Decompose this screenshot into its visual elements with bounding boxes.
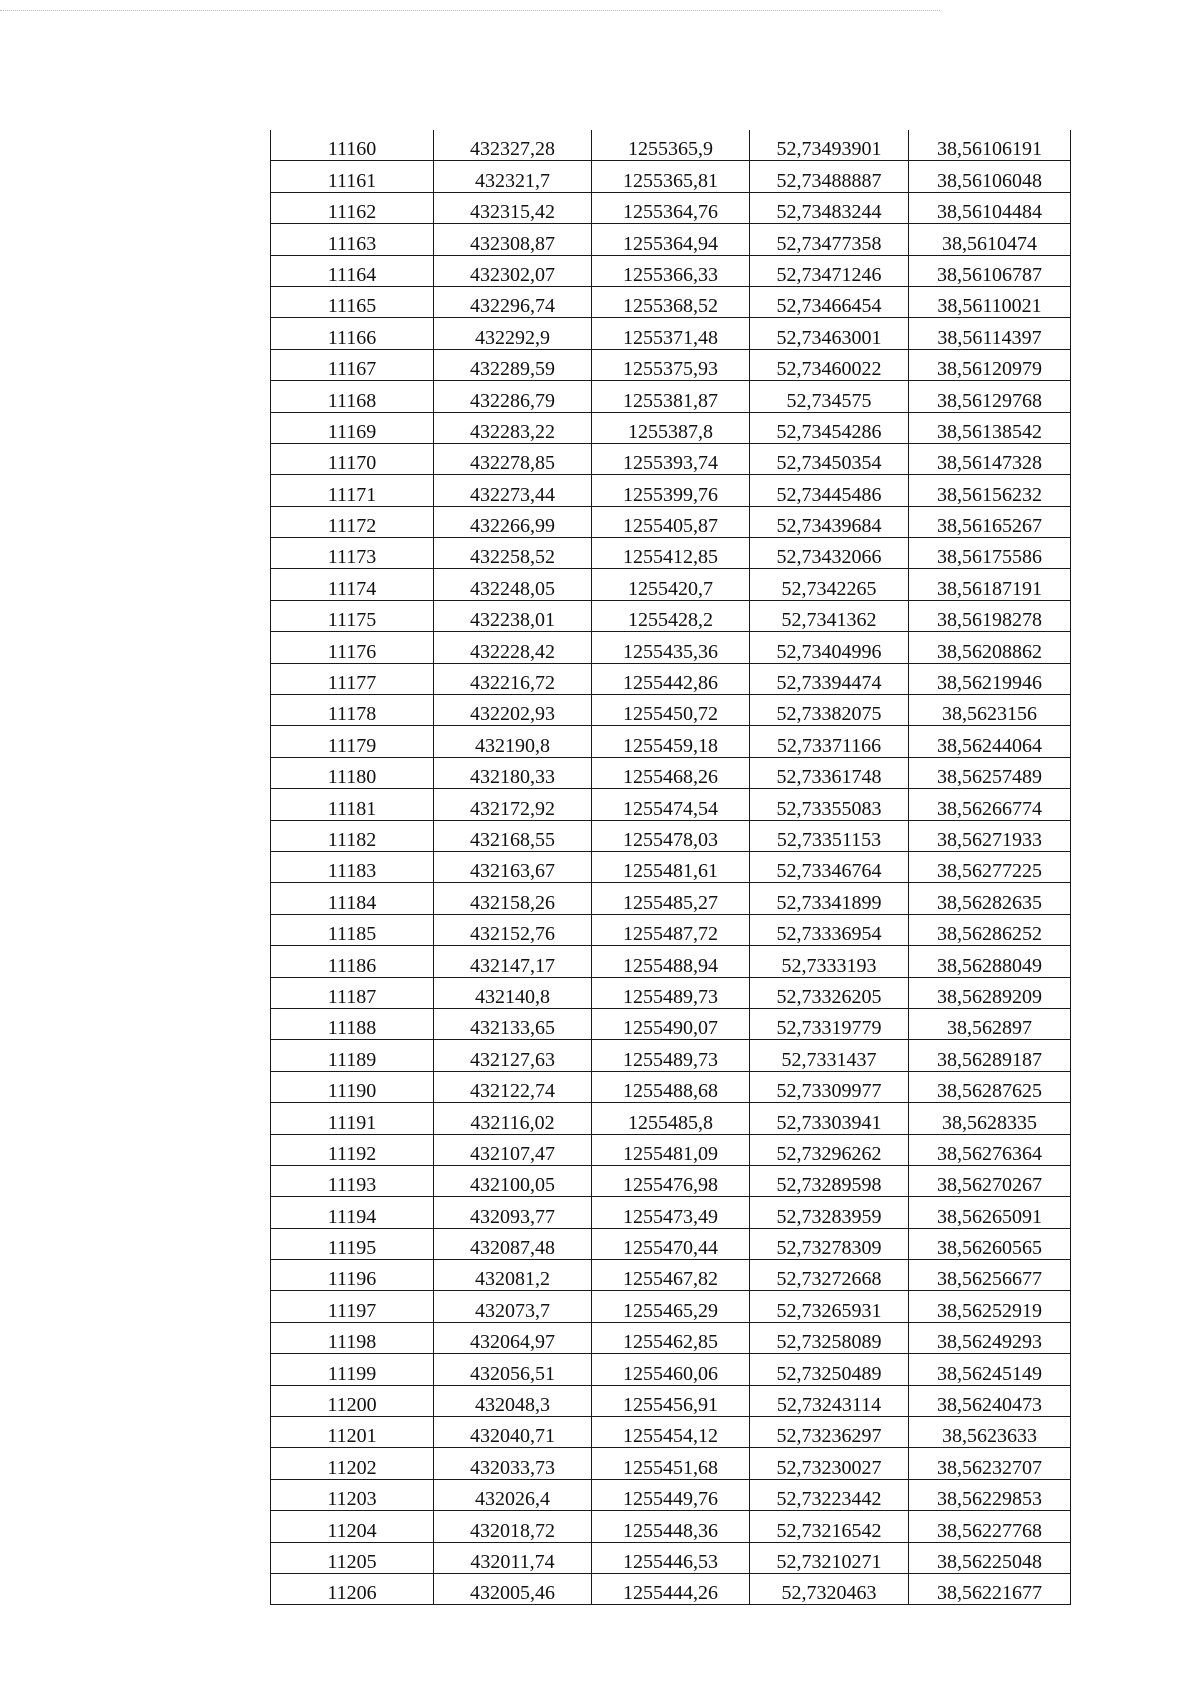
latitude-cell: 52,73210271 xyxy=(750,1542,909,1573)
point-number-cell: 11187 xyxy=(271,977,434,1008)
table-row xyxy=(271,412,1071,443)
x-coordinate-cell: 432133,65 xyxy=(434,1008,592,1039)
point-number-cell: 11186 xyxy=(271,946,434,977)
point-number-cell: 11163 xyxy=(271,224,434,255)
point-number-cell: 11203 xyxy=(271,1479,434,1510)
longitude-cell: 38,56208862 xyxy=(909,632,1071,663)
point-number-cell: 11192 xyxy=(271,1134,434,1165)
x-coordinate-cell: 432033,73 xyxy=(434,1448,592,1479)
x-coordinate-cell: 432093,77 xyxy=(434,1197,592,1228)
y-coordinate-cell: 1255446,53 xyxy=(592,1542,750,1573)
latitude-cell: 52,73303941 xyxy=(750,1103,909,1134)
point-number-cell: 11184 xyxy=(271,883,434,914)
point-number-cell: 11160 xyxy=(271,130,434,161)
y-coordinate-cell: 1255478,03 xyxy=(592,820,750,851)
x-coordinate-cell: 432238,01 xyxy=(434,600,592,631)
x-coordinate-cell: 432190,8 xyxy=(434,726,592,757)
x-coordinate-cell: 432321,7 xyxy=(434,161,592,192)
y-coordinate-cell: 1255490,07 xyxy=(592,1008,750,1039)
x-coordinate-cell: 432048,3 xyxy=(434,1385,592,1416)
y-coordinate-cell: 1255485,8 xyxy=(592,1103,750,1134)
y-coordinate-cell: 1255412,85 xyxy=(592,538,750,569)
y-coordinate-cell: 1255375,93 xyxy=(592,349,750,380)
y-coordinate-cell: 1255467,82 xyxy=(592,1260,750,1291)
latitude-cell: 52,73336954 xyxy=(750,914,909,945)
table-row xyxy=(271,789,1071,820)
longitude-cell: 38,56229853 xyxy=(909,1479,1071,1510)
latitude-cell: 52,73463001 xyxy=(750,318,909,349)
latitude-cell: 52,73439684 xyxy=(750,506,909,537)
latitude-cell: 52,73309977 xyxy=(750,1071,909,1102)
table-row xyxy=(271,224,1071,255)
x-coordinate-cell: 432327,28 xyxy=(434,130,592,161)
latitude-cell: 52,73355083 xyxy=(750,789,909,820)
y-coordinate-cell: 1255442,86 xyxy=(592,663,750,694)
longitude-cell: 38,56138542 xyxy=(909,412,1071,443)
y-coordinate-cell: 1255364,76 xyxy=(592,192,750,223)
latitude-cell: 52,73243114 xyxy=(750,1385,909,1416)
x-coordinate-cell: 432266,99 xyxy=(434,506,592,537)
latitude-cell: 52,73471246 xyxy=(750,255,909,286)
latitude-cell: 52,73289598 xyxy=(750,1165,909,1196)
y-coordinate-cell: 1255449,76 xyxy=(592,1479,750,1510)
table-row xyxy=(271,1134,1071,1165)
table-row xyxy=(271,255,1071,286)
point-number-cell: 11197 xyxy=(271,1291,434,1322)
y-coordinate-cell: 1255489,73 xyxy=(592,977,750,1008)
table-row xyxy=(271,883,1071,914)
longitude-cell: 38,56198278 xyxy=(909,600,1071,631)
longitude-cell: 38,56225048 xyxy=(909,1542,1071,1573)
point-number-cell: 11173 xyxy=(271,538,434,569)
x-coordinate-cell: 432005,46 xyxy=(434,1573,592,1604)
latitude-cell: 52,73283959 xyxy=(750,1197,909,1228)
table-row xyxy=(271,192,1071,223)
table-row xyxy=(271,695,1071,726)
latitude-cell: 52,73450354 xyxy=(750,443,909,474)
latitude-cell: 52,73477358 xyxy=(750,224,909,255)
longitude-cell: 38,56249293 xyxy=(909,1322,1071,1353)
point-number-cell: 11170 xyxy=(271,443,434,474)
x-coordinate-cell: 432140,8 xyxy=(434,977,592,1008)
y-coordinate-cell: 1255428,2 xyxy=(592,600,750,631)
longitude-cell: 38,56289187 xyxy=(909,1040,1071,1071)
point-number-cell: 11194 xyxy=(271,1197,434,1228)
latitude-cell: 52,73382075 xyxy=(750,695,909,726)
longitude-cell: 38,5628335 xyxy=(909,1103,1071,1134)
latitude-cell: 52,73394474 xyxy=(750,663,909,694)
longitude-cell: 38,56106191 xyxy=(909,130,1071,161)
y-coordinate-cell: 1255365,9 xyxy=(592,130,750,161)
longitude-cell: 38,56232707 xyxy=(909,1448,1071,1479)
latitude-cell: 52,73258089 xyxy=(750,1322,909,1353)
longitude-cell: 38,56289209 xyxy=(909,977,1071,1008)
longitude-cell: 38,56147328 xyxy=(909,443,1071,474)
x-coordinate-cell: 432292,9 xyxy=(434,318,592,349)
latitude-cell: 52,73272668 xyxy=(750,1260,909,1291)
point-number-cell: 11179 xyxy=(271,726,434,757)
latitude-cell: 52,73326205 xyxy=(750,977,909,1008)
x-coordinate-cell: 432056,51 xyxy=(434,1354,592,1385)
table-row xyxy=(271,161,1071,192)
table-row xyxy=(271,977,1071,1008)
table-row xyxy=(271,1165,1071,1196)
longitude-cell: 38,56256677 xyxy=(909,1260,1071,1291)
table-row xyxy=(271,1417,1071,1448)
y-coordinate-cell: 1255465,29 xyxy=(592,1291,750,1322)
y-coordinate-cell: 1255399,76 xyxy=(592,475,750,506)
y-coordinate-cell: 1255488,68 xyxy=(592,1071,750,1102)
longitude-cell: 38,562897 xyxy=(909,1008,1071,1039)
point-number-cell: 11174 xyxy=(271,569,434,600)
table-row xyxy=(271,538,1071,569)
table-row xyxy=(271,663,1071,694)
longitude-cell: 38,56270267 xyxy=(909,1165,1071,1196)
point-number-cell: 11195 xyxy=(271,1228,434,1259)
table-row xyxy=(271,1354,1071,1385)
point-number-cell: 11168 xyxy=(271,381,434,412)
latitude-cell: 52,73454286 xyxy=(750,412,909,443)
table-row xyxy=(271,569,1071,600)
y-coordinate-cell: 1255448,36 xyxy=(592,1511,750,1542)
x-coordinate-cell: 432228,42 xyxy=(434,632,592,663)
x-coordinate-cell: 432216,72 xyxy=(434,663,592,694)
point-number-cell: 11190 xyxy=(271,1071,434,1102)
y-coordinate-cell: 1255488,94 xyxy=(592,946,750,977)
longitude-cell: 38,56282635 xyxy=(909,883,1071,914)
latitude-cell: 52,73216542 xyxy=(750,1511,909,1542)
latitude-cell: 52,73341899 xyxy=(750,883,909,914)
point-number-cell: 11191 xyxy=(271,1103,434,1134)
latitude-cell: 52,7342265 xyxy=(750,569,909,600)
x-coordinate-cell: 432315,42 xyxy=(434,192,592,223)
point-number-cell: 11181 xyxy=(271,789,434,820)
x-coordinate-cell: 432116,02 xyxy=(434,1103,592,1134)
y-coordinate-cell: 1255456,91 xyxy=(592,1385,750,1416)
y-coordinate-cell: 1255481,61 xyxy=(592,851,750,882)
latitude-cell: 52,73432066 xyxy=(750,538,909,569)
point-number-cell: 11178 xyxy=(271,695,434,726)
latitude-cell: 52,73230027 xyxy=(750,1448,909,1479)
y-coordinate-cell: 1255485,27 xyxy=(592,883,750,914)
point-number-cell: 11164 xyxy=(271,255,434,286)
longitude-cell: 38,56266774 xyxy=(909,789,1071,820)
longitude-cell: 38,56288049 xyxy=(909,946,1071,977)
latitude-cell: 52,73296262 xyxy=(750,1134,909,1165)
longitude-cell: 38,56110021 xyxy=(909,286,1071,317)
y-coordinate-cell: 1255444,26 xyxy=(592,1573,750,1604)
latitude-cell: 52,73488887 xyxy=(750,161,909,192)
latitude-cell: 52,73319779 xyxy=(750,1008,909,1039)
longitude-cell: 38,56257489 xyxy=(909,757,1071,788)
latitude-cell: 52,73493901 xyxy=(750,130,909,161)
latitude-cell: 52,73265931 xyxy=(750,1291,909,1322)
point-number-cell: 11206 xyxy=(271,1573,434,1604)
table-row xyxy=(271,946,1071,977)
table-row xyxy=(271,1071,1071,1102)
latitude-cell: 52,73483244 xyxy=(750,192,909,223)
y-coordinate-cell: 1255460,06 xyxy=(592,1354,750,1385)
y-coordinate-cell: 1255364,94 xyxy=(592,224,750,255)
y-coordinate-cell: 1255387,8 xyxy=(592,412,750,443)
longitude-cell: 38,56245149 xyxy=(909,1354,1071,1385)
point-number-cell: 11167 xyxy=(271,349,434,380)
y-coordinate-cell: 1255481,09 xyxy=(592,1134,750,1165)
table-row xyxy=(271,1291,1071,1322)
table-row xyxy=(271,1448,1071,1479)
point-number-cell: 11193 xyxy=(271,1165,434,1196)
x-coordinate-cell: 432026,4 xyxy=(434,1479,592,1510)
point-number-cell: 11189 xyxy=(271,1040,434,1071)
table-row xyxy=(271,1197,1071,1228)
latitude-cell: 52,73460022 xyxy=(750,349,909,380)
latitude-cell: 52,734575 xyxy=(750,381,909,412)
longitude-cell: 38,56287625 xyxy=(909,1071,1071,1102)
point-number-cell: 11161 xyxy=(271,161,434,192)
point-number-cell: 11196 xyxy=(271,1260,434,1291)
longitude-cell: 38,5623633 xyxy=(909,1417,1071,1448)
x-coordinate-cell: 432258,52 xyxy=(434,538,592,569)
y-coordinate-cell: 1255473,49 xyxy=(592,1197,750,1228)
y-coordinate-cell: 1255368,52 xyxy=(592,286,750,317)
y-coordinate-cell: 1255462,85 xyxy=(592,1322,750,1353)
table-row xyxy=(271,1103,1071,1134)
point-number-cell: 11162 xyxy=(271,192,434,223)
table-row xyxy=(271,130,1071,161)
point-number-cell: 11176 xyxy=(271,632,434,663)
longitude-cell: 38,56265091 xyxy=(909,1197,1071,1228)
y-coordinate-cell: 1255459,18 xyxy=(592,726,750,757)
x-coordinate-cell: 432158,26 xyxy=(434,883,592,914)
y-coordinate-cell: 1255474,54 xyxy=(592,789,750,820)
x-coordinate-cell: 432202,93 xyxy=(434,695,592,726)
x-coordinate-cell: 432081,2 xyxy=(434,1260,592,1291)
table-row xyxy=(271,851,1071,882)
table-row xyxy=(271,1542,1071,1573)
longitude-cell: 38,56227768 xyxy=(909,1511,1071,1542)
latitude-cell: 52,73351153 xyxy=(750,820,909,851)
longitude-cell: 38,56114397 xyxy=(909,318,1071,349)
point-number-cell: 11200 xyxy=(271,1385,434,1416)
x-coordinate-cell: 432087,48 xyxy=(434,1228,592,1259)
latitude-cell: 52,7333193 xyxy=(750,946,909,977)
table-row xyxy=(271,1322,1071,1353)
table-row xyxy=(271,1228,1071,1259)
x-coordinate-cell: 432107,47 xyxy=(434,1134,592,1165)
y-coordinate-cell: 1255365,81 xyxy=(592,161,750,192)
latitude-cell: 52,7331437 xyxy=(750,1040,909,1071)
x-coordinate-cell: 432122,74 xyxy=(434,1071,592,1102)
point-number-cell: 11172 xyxy=(271,506,434,537)
y-coordinate-cell: 1255454,12 xyxy=(592,1417,750,1448)
latitude-cell: 52,73250489 xyxy=(750,1354,909,1385)
point-number-cell: 11171 xyxy=(271,475,434,506)
point-number-cell: 11188 xyxy=(271,1008,434,1039)
point-number-cell: 11180 xyxy=(271,757,434,788)
longitude-cell: 38,56165267 xyxy=(909,506,1071,537)
table-row xyxy=(271,914,1071,945)
x-coordinate-cell: 432296,74 xyxy=(434,286,592,317)
latitude-cell: 52,73371166 xyxy=(750,726,909,757)
longitude-cell: 38,56219946 xyxy=(909,663,1071,694)
y-coordinate-cell: 1255435,36 xyxy=(592,632,750,663)
longitude-cell: 38,5623156 xyxy=(909,695,1071,726)
table-row xyxy=(271,726,1071,757)
longitude-cell: 38,56120979 xyxy=(909,349,1071,380)
x-coordinate-cell: 432308,87 xyxy=(434,224,592,255)
x-coordinate-cell: 432286,79 xyxy=(434,381,592,412)
longitude-cell: 38,56187191 xyxy=(909,569,1071,600)
longitude-cell: 38,56260565 xyxy=(909,1228,1071,1259)
point-number-cell: 11198 xyxy=(271,1322,434,1353)
longitude-cell: 38,56156232 xyxy=(909,475,1071,506)
latitude-cell: 52,73236297 xyxy=(750,1417,909,1448)
y-coordinate-cell: 1255371,48 xyxy=(592,318,750,349)
x-coordinate-cell: 432283,22 xyxy=(434,412,592,443)
x-coordinate-cell: 432248,05 xyxy=(434,569,592,600)
point-number-cell: 11201 xyxy=(271,1417,434,1448)
point-number-cell: 11199 xyxy=(271,1354,434,1385)
point-number-cell: 11175 xyxy=(271,600,434,631)
longitude-cell: 38,56286252 xyxy=(909,914,1071,945)
latitude-cell: 52,73361748 xyxy=(750,757,909,788)
longitude-cell: 38,56106787 xyxy=(909,255,1071,286)
point-number-cell: 11185 xyxy=(271,914,434,945)
x-coordinate-cell: 432180,33 xyxy=(434,757,592,788)
point-number-cell: 11202 xyxy=(271,1448,434,1479)
y-coordinate-cell: 1255393,74 xyxy=(592,443,750,474)
table-row xyxy=(271,1479,1071,1510)
x-coordinate-cell: 432064,97 xyxy=(434,1322,592,1353)
y-coordinate-cell: 1255381,87 xyxy=(592,381,750,412)
table-row xyxy=(271,1008,1071,1039)
x-coordinate-cell: 432278,85 xyxy=(434,443,592,474)
point-number-cell: 11204 xyxy=(271,1511,434,1542)
longitude-cell: 38,56104484 xyxy=(909,192,1071,223)
table-row xyxy=(271,1385,1071,1416)
point-number-cell: 11177 xyxy=(271,663,434,694)
longitude-cell: 38,56106048 xyxy=(909,161,1071,192)
x-coordinate-cell: 432040,71 xyxy=(434,1417,592,1448)
y-coordinate-cell: 1255420,7 xyxy=(592,569,750,600)
longitude-cell: 38,56129768 xyxy=(909,381,1071,412)
table-row xyxy=(271,1511,1071,1542)
table-row xyxy=(271,632,1071,663)
coordinates-table xyxy=(270,130,1071,1605)
table-row xyxy=(271,286,1071,317)
point-number-cell: 11183 xyxy=(271,851,434,882)
table-row xyxy=(271,443,1071,474)
point-number-cell: 11165 xyxy=(271,286,434,317)
y-coordinate-cell: 1255468,26 xyxy=(592,757,750,788)
x-coordinate-cell: 432011,74 xyxy=(434,1542,592,1573)
table-row xyxy=(271,318,1071,349)
table-row xyxy=(271,600,1071,631)
latitude-cell: 52,73278309 xyxy=(750,1228,909,1259)
table-row xyxy=(271,1573,1071,1604)
table-row xyxy=(271,381,1071,412)
latitude-cell: 52,73346764 xyxy=(750,851,909,882)
table-row xyxy=(271,349,1071,380)
x-coordinate-cell: 432100,05 xyxy=(434,1165,592,1196)
latitude-cell: 52,7341362 xyxy=(750,600,909,631)
x-coordinate-cell: 432163,67 xyxy=(434,851,592,882)
point-number-cell: 11205 xyxy=(271,1542,434,1573)
x-coordinate-cell: 432127,63 xyxy=(434,1040,592,1071)
x-coordinate-cell: 432147,17 xyxy=(434,946,592,977)
point-number-cell: 11169 xyxy=(271,412,434,443)
y-coordinate-cell: 1255470,44 xyxy=(592,1228,750,1259)
x-coordinate-cell: 432018,72 xyxy=(434,1511,592,1542)
latitude-cell: 52,73445486 xyxy=(750,475,909,506)
x-coordinate-cell: 432168,55 xyxy=(434,820,592,851)
point-number-cell: 11166 xyxy=(271,318,434,349)
y-coordinate-cell: 1255476,98 xyxy=(592,1165,750,1196)
y-coordinate-cell: 1255487,72 xyxy=(592,914,750,945)
coordinates-table-body xyxy=(271,130,1071,1605)
longitude-cell: 38,56244064 xyxy=(909,726,1071,757)
longitude-cell: 38,56240473 xyxy=(909,1385,1071,1416)
x-coordinate-cell: 432289,59 xyxy=(434,349,592,380)
table-row xyxy=(271,475,1071,506)
x-coordinate-cell: 432273,44 xyxy=(434,475,592,506)
longitude-cell: 38,56277225 xyxy=(909,851,1071,882)
x-coordinate-cell: 432302,07 xyxy=(434,255,592,286)
latitude-cell: 52,7320463 xyxy=(750,1573,909,1604)
longitude-cell: 38,56175586 xyxy=(909,538,1071,569)
y-coordinate-cell: 1255405,87 xyxy=(592,506,750,537)
table-row xyxy=(271,1260,1071,1291)
longitude-cell: 38,56276364 xyxy=(909,1134,1071,1165)
x-coordinate-cell: 432152,76 xyxy=(434,914,592,945)
y-coordinate-cell: 1255450,72 xyxy=(592,695,750,726)
table-row xyxy=(271,506,1071,537)
longitude-cell: 38,56252919 xyxy=(909,1291,1071,1322)
longitude-cell: 38,5610474 xyxy=(909,224,1071,255)
table-row xyxy=(271,757,1071,788)
latitude-cell: 52,73466454 xyxy=(750,286,909,317)
longitude-cell: 38,56221677 xyxy=(909,1573,1071,1604)
y-coordinate-cell: 1255489,73 xyxy=(592,1040,750,1071)
x-coordinate-cell: 432073,7 xyxy=(434,1291,592,1322)
latitude-cell: 52,73404996 xyxy=(750,632,909,663)
table-row xyxy=(271,1040,1071,1071)
x-coordinate-cell: 432172,92 xyxy=(434,789,592,820)
latitude-cell: 52,73223442 xyxy=(750,1479,909,1510)
point-number-cell: 11182 xyxy=(271,820,434,851)
y-coordinate-cell: 1255451,68 xyxy=(592,1448,750,1479)
longitude-cell: 38,56271933 xyxy=(909,820,1071,851)
table-row xyxy=(271,820,1071,851)
y-coordinate-cell: 1255366,33 xyxy=(592,255,750,286)
scan-edge-line xyxy=(0,10,940,11)
